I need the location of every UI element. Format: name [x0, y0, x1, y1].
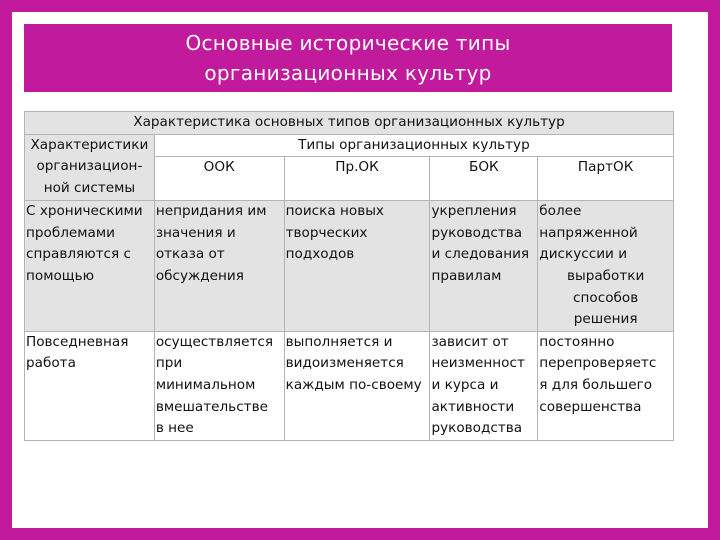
cell-line: в нее: [155, 420, 194, 437]
cell-line: выработки: [566, 267, 645, 284]
table-caption-row: [25, 112, 674, 135]
cell-line: поиска новых: [285, 203, 384, 220]
cell-line: правилам: [431, 267, 502, 284]
type-prok: Пр.ОК: [284, 157, 430, 201]
cell-prok: [284, 331, 430, 440]
cell-line: перепроверяетс: [539, 355, 657, 372]
cell-bok: [430, 201, 538, 332]
cell-line: более: [539, 203, 582, 220]
cell-line: руководства: [431, 420, 523, 437]
header-culture-types: Типы организационных культур: [154, 134, 673, 157]
row-label: [25, 201, 155, 332]
row-label: [25, 331, 155, 440]
cell-line: помощью: [26, 267, 95, 284]
cell-ook: [154, 331, 284, 440]
header-line: организацион-: [36, 158, 143, 175]
cell-line: напряженной: [539, 224, 638, 241]
cell-line: творческих: [285, 224, 368, 241]
cell-line: Повседневная: [26, 333, 129, 350]
cell-line: решения: [573, 311, 638, 328]
cell-line: отказа от: [155, 246, 225, 263]
cell-line: и курса и: [431, 376, 499, 393]
cell-line: зависит от: [431, 333, 509, 350]
header-line: Характеристики: [30, 136, 149, 153]
cell-line: подходов: [285, 246, 355, 263]
cell-line: проблемами: [26, 224, 115, 241]
cell-line: непридания им: [155, 203, 267, 220]
cell-prok: [284, 201, 430, 332]
cell-bok: [430, 331, 538, 440]
cell-line: выполняется и: [285, 333, 393, 350]
cell-line: обсуждения: [155, 267, 244, 284]
cell-line: укрепления: [431, 203, 517, 220]
cell-partok: [538, 201, 674, 332]
cell-line: активности: [431, 398, 515, 415]
cell-line: я для большего: [539, 376, 653, 393]
cell-line: справляются с: [26, 246, 132, 263]
cell-line: неизменност: [431, 355, 525, 372]
slide-title: [24, 24, 672, 92]
cell-line: способов: [573, 289, 639, 306]
cell-line: работа: [26, 355, 76, 372]
cell-line: совершенства: [539, 398, 642, 415]
cell-line: при: [155, 355, 183, 372]
cell-line: постоянно: [539, 333, 615, 350]
cell-line: руководства: [431, 224, 523, 241]
table-row: [25, 201, 674, 332]
cell-line: дискуссии и: [539, 246, 628, 263]
culture-types-table: [24, 111, 674, 441]
cell-ook: [154, 201, 284, 332]
title-line-1: Основные исторические типы: [185, 31, 511, 55]
cell-partok: [538, 331, 674, 440]
table-row: [25, 331, 674, 440]
type-partok: ПартОК: [538, 157, 674, 201]
cell-line: и следования: [431, 246, 530, 263]
type-ook: ООК: [154, 157, 284, 201]
cell-line: каждым по-своему: [285, 376, 422, 393]
cell-line: вмешательстве: [155, 398, 268, 415]
table-caption: Характеристика основных типов организационных культур: [25, 112, 674, 135]
table-header-row: [25, 134, 674, 157]
cell-line: осуществляется: [155, 333, 274, 350]
header-line: ной системы: [43, 179, 136, 196]
cell-line: значения и: [155, 224, 236, 241]
cell-line: видоизменяется: [285, 355, 404, 372]
header-characteristics: [25, 134, 155, 201]
cell-line: С хроническими: [26, 203, 143, 220]
title-line-2: организационных культур: [204, 61, 492, 85]
cell-line: минимальном: [155, 376, 256, 393]
type-bok: БОК: [430, 157, 538, 201]
